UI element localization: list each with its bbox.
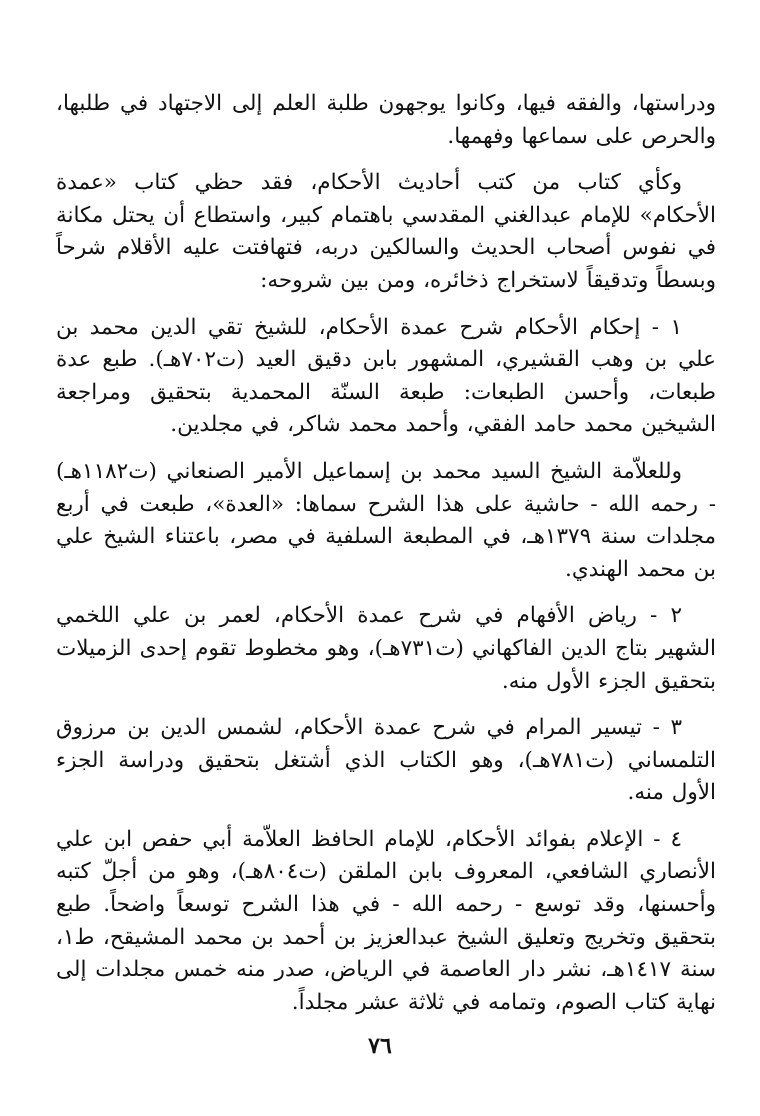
paragraph-item-1: ١ - إحكام الأحكام شرح عمدة الأحكام، للشيخ تقي الدين محمد بن علي بن وهب القشيري، المشهور بابن دقيق العيد (ت٧٠٢هـ). طبع عدة طبعات، وأحسن الطبعات: طبعة السنّة المحمدية بتحقيق ومراجعة الشيخين محمد حامد الفقي، وأحمد محمد شاكر، في مجلدين. [56,314,716,438]
paragraph-item-3: ٣ - تيسير المرام في شرح عمدة الأحكام، لشمس الدين بن مرزوق التلمساني (ت٧٨١هـ)، وهو الكتاب الذي أشتغل بتحقيق ودراسة الجزء الأول منه. [56,715,716,806]
paragraph-item-1-note: وللعلاّمة الشيخ السيد محمد بن إسماعيل الأمير الصنعاني (ت١١٨٢هـ) - رحمه الله - حاشية على هذا الشرح سماها: «العدة»، طبعت في أربع مجلدات سنة ١٣٧٩هـ، في المطبعة السلفية في مصر، باعتناء الشيخ علي بن محمد الهندي. [56,458,717,582]
paragraph-item-2: ٢ - رياض الأفهام في شرح عمدة الأحكام، لعمر بن علي اللخمي الشهير بتاج الدين الفاكهاني (ت٧٣١هـ)، وهو مخطوط تقوم إحدى الزميلات بتحقيق الجزء الأول منه. [56,603,716,694]
paragraph-continuation: ودراستها، والفقه فيها، وكانوا يوجهون طلبة العلم إلى الاجتهاد في طلبها، والحرص على سماعها وفهمها. [56,91,716,149]
paragraph-intro: وكأي كتاب من كتب أحاديث الأحكام، فقد حظي كتاب «عمدة الأحكام» للإمام عبدالغني المقدسي باهتمام كبير، واستطاع أن يحتل مكانة في نفوس أصحاب الحديث والسالكين دربه، فتهافتت عليه الأقلام شرحاً وبسطاً وتدقيقاً لاستخراج ذخائره، ومن بين شروحه: [56,170,716,293]
page-body [56,88,716,1078]
paragraph-item-4: ٤ - الإعلام بفوائد الأحكام، للإمام الحافظ العلاّمة أبي حفص ابن علي الأنصاري الشافعي، المعروف بابن الملقن (ت٨٠٤هـ)، وهو من أجلّ كتبه وأحسنها، وقد توسع - رحمه الله - في هذا الشرح توسعاً واضحاً. طبع بتحقيق وتخريج وتعليق الشيخ عبدالعزيز بن أحمد بن محمد المشيقح، ط١، سنة ١٤١٧هـ، نشر دار العاصمة في الرياض، صدر منه خمس مجلدات إلى نهاية كتاب الصوم، وتمامه في ثلاثة عشر مجلداً. [56,826,717,1015]
page-number: ٧٦ [368,1033,392,1059]
